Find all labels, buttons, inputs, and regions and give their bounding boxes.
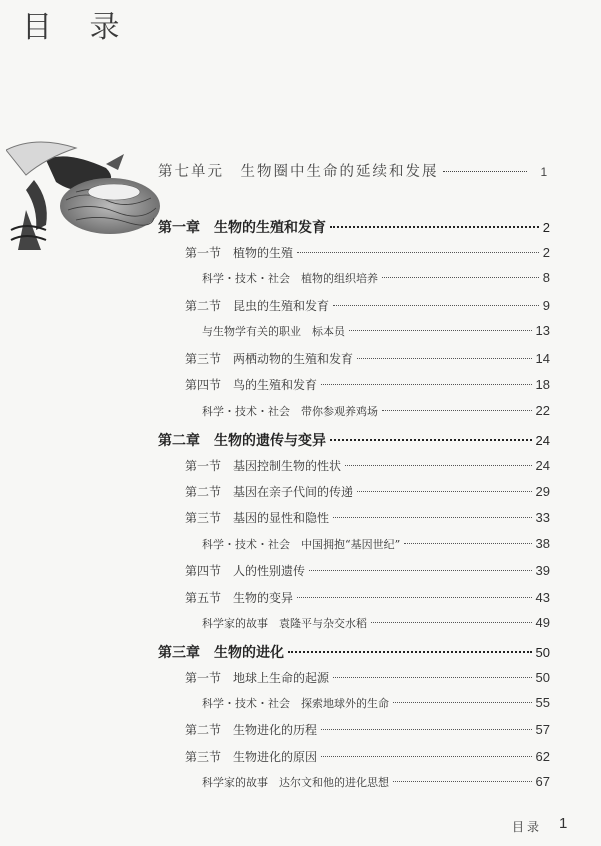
page-number: 57 — [535, 722, 550, 737]
page-number: 13 — [535, 323, 550, 338]
sub-title: 与生物学有关的职业 标本员 — [202, 325, 345, 338]
dot-leader — [382, 410, 532, 411]
section-title: 第一节 地球上生命的起源 — [185, 671, 330, 685]
section-title: 第三节 两栖动物的生殖和发育 — [185, 352, 354, 366]
section-row[interactable] — [185, 297, 550, 314]
section-title: 第五节 生物的变异 — [185, 591, 294, 605]
dot-leader — [443, 171, 527, 172]
section-title: 第四节 人的性别遗传 — [185, 564, 306, 578]
sub-title: 科学・技术・社会 中国拥抱“基因世纪” — [202, 538, 401, 551]
unit-title: 第七单元 生物圈中生命的延续和发展 — [158, 164, 439, 180]
dot-leader — [333, 677, 532, 678]
sub-title: 科学家的故事 达尔文和他的进化思想 — [202, 776, 389, 789]
section-row[interactable] — [185, 748, 550, 765]
section-title: 第三节 基因的显性和隐性 — [185, 511, 330, 525]
page-number: 39 — [535, 563, 550, 578]
dot-leader — [330, 439, 532, 441]
page-heading: 目 录 — [22, 10, 134, 45]
section-row[interactable] — [185, 721, 550, 738]
section-row[interactable] — [185, 562, 550, 579]
section-row[interactable] — [185, 509, 550, 526]
section-title: 第四节 鸟的生殖和发育 — [185, 378, 318, 392]
chapter-row[interactable] — [158, 217, 550, 237]
unit-title-row[interactable] — [158, 160, 548, 181]
dot-leader — [297, 597, 532, 598]
page-number: 14 — [535, 351, 550, 366]
dot-leader — [288, 651, 532, 653]
dot-leader — [371, 622, 532, 623]
page-number: 18 — [535, 377, 550, 392]
page-number: 50 — [535, 645, 550, 660]
page-number: 8 — [542, 270, 550, 285]
chapter-title: 第二章 生物的遗传与变异 — [158, 433, 326, 449]
section-row[interactable] — [185, 244, 550, 261]
section-row[interactable] — [185, 589, 550, 606]
dot-leader — [330, 226, 539, 228]
sub-row[interactable] — [202, 323, 550, 339]
section-title: 第二节 昆虫的生殖和发育 — [185, 299, 330, 313]
section-row[interactable] — [185, 483, 550, 500]
dot-leader — [357, 491, 532, 492]
sub-row[interactable] — [202, 403, 550, 419]
sub-title: 科学・技术・社会 植物的组织培养 — [202, 272, 378, 285]
page-number: 33 — [535, 510, 550, 525]
section-row[interactable] — [185, 457, 550, 474]
chapter-title: 第一章 生物的生殖和发育 — [158, 220, 326, 236]
dot-leader — [321, 384, 532, 385]
dot-leader — [349, 330, 532, 331]
page-number: 24 — [535, 433, 550, 448]
dot-leader — [321, 729, 532, 730]
dot-leader — [382, 277, 539, 278]
page-number: 2 — [542, 245, 550, 260]
section-row[interactable] — [185, 350, 550, 367]
section-title: 第三节 生物进化的原因 — [185, 750, 318, 764]
page-number: 24 — [535, 458, 550, 473]
dot-leader — [345, 465, 532, 466]
section-row[interactable] — [185, 376, 550, 393]
dot-leader — [393, 702, 532, 703]
dot-leader — [333, 517, 532, 518]
page-number: 38 — [535, 536, 550, 551]
section-title: 第一节 植物的生殖 — [185, 246, 294, 260]
page-number: 1 — [540, 165, 550, 179]
sub-row[interactable] — [202, 615, 550, 631]
dot-leader — [404, 543, 531, 544]
section-title: 第二节 生物进化的历程 — [185, 723, 318, 737]
sub-title: 科学・技术・社会 带你参观养鸡场 — [202, 405, 378, 418]
chapter-row[interactable] — [158, 642, 550, 662]
dot-leader — [297, 252, 539, 253]
page-number: 9 — [542, 298, 550, 313]
page-number: 50 — [535, 670, 550, 685]
sub-row[interactable] — [202, 695, 550, 711]
page-number: 43 — [535, 590, 550, 605]
page-number: 67 — [535, 774, 550, 789]
sub-row[interactable] — [202, 270, 550, 286]
dot-leader — [321, 756, 532, 757]
chapter-row[interactable] — [158, 430, 550, 450]
dot-leader — [333, 305, 539, 306]
sub-row[interactable] — [202, 774, 550, 790]
page-number: 49 — [535, 615, 550, 630]
page-number: 22 — [535, 403, 550, 418]
dot-leader — [393, 781, 532, 782]
sub-row[interactable] — [202, 536, 550, 552]
page-number: 55 — [535, 695, 550, 710]
chapter-title: 第三章 生物的进化 — [158, 645, 284, 661]
sub-title: 科学家的故事 袁隆平与杂交水稻 — [202, 617, 367, 630]
footer-page-number: 1 — [559, 815, 568, 832]
section-row[interactable] — [185, 669, 550, 686]
dot-leader — [309, 570, 532, 571]
page-number: 2 — [542, 220, 550, 235]
page-number: 62 — [535, 749, 550, 764]
page-number: 29 — [535, 484, 550, 499]
section-title: 第一节 基因控制生物的性状 — [185, 459, 342, 473]
footer-label: 目录 — [512, 820, 543, 834]
dot-leader — [357, 358, 532, 359]
sub-title: 科学・技术・社会 探索地球外的生命 — [202, 697, 389, 710]
section-title: 第二节 基因在亲子代间的传递 — [185, 485, 354, 499]
